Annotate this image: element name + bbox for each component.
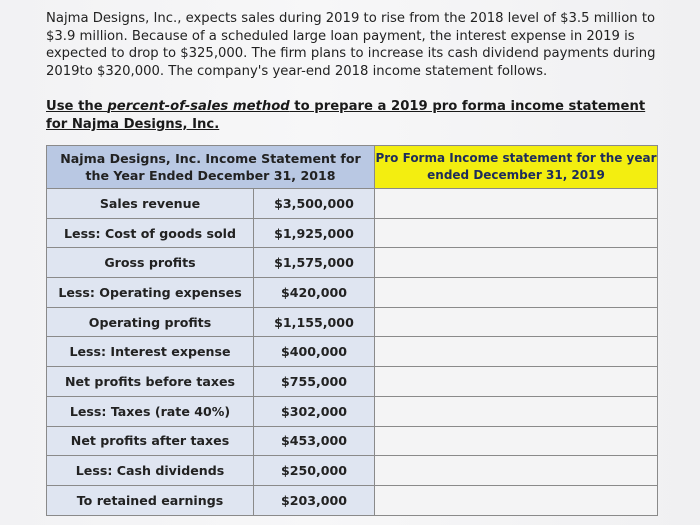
row-label: Sales revenue — [47, 189, 254, 219]
table-row — [47, 456, 658, 486]
pro-forma-cell[interactable] — [375, 218, 658, 248]
row-value-2018: $1,155,000 — [254, 307, 375, 337]
row-label: Less: Cash dividends — [47, 456, 254, 486]
row-value-2018: $302,000 — [254, 396, 375, 426]
row-value-2018: $755,000 — [254, 367, 375, 397]
pro-forma-cell[interactable] — [375, 307, 658, 337]
task-suffix: to prepare a 2019 pro forma income statement for Najma Designs, Inc. — [46, 99, 646, 132]
task-prefix: Use the — [46, 99, 108, 114]
row-label: Less: Operating expenses — [47, 278, 254, 308]
row-value-2018: $1,575,000 — [254, 248, 375, 278]
pro-forma-cell[interactable] — [375, 485, 658, 515]
row-label: To retained earnings — [47, 485, 254, 515]
table-row — [47, 367, 658, 397]
table-row — [47, 189, 658, 219]
pro-forma-cell[interactable] — [375, 426, 658, 456]
table-row — [47, 278, 658, 308]
table-row — [47, 307, 658, 337]
pro-forma-cell[interactable] — [375, 396, 658, 426]
table-row — [47, 337, 658, 367]
row-value-2018: $1,925,000 — [254, 218, 375, 248]
pro-forma-cell[interactable] — [375, 189, 658, 219]
row-value-2018: $453,000 — [254, 426, 375, 456]
row-label: Less: Taxes (rate 40%) — [47, 396, 254, 426]
row-label: Net profits before taxes — [47, 367, 254, 397]
row-value-2018: $3,500,000 — [254, 189, 375, 219]
table-row — [47, 396, 658, 426]
row-label: Operating profits — [47, 307, 254, 337]
problem-paragraph: Najma Designs, Inc., expects sales during 2019 to rise from the 2018 level of $3.5 million to $3.9 million. Because of a scheduled large loan payment, the interest expense in 2019 is expected to drop to $325,000. The firm plans to increase its cash dividend payments during 2019to $320,000. The company's year-end 2018 income statement follows. — [46, 11, 656, 79]
table-row — [47, 426, 658, 456]
pro-forma-cell[interactable] — [375, 367, 658, 397]
problem-statement — [46, 10, 656, 80]
row-label: Less: Interest expense — [47, 337, 254, 367]
table-header-row — [47, 146, 658, 189]
row-label: Less: Cost of goods sold — [47, 218, 254, 248]
row-label: Gross profits — [47, 248, 254, 278]
pro-forma-cell[interactable] — [375, 278, 658, 308]
income-statement-table — [46, 145, 658, 516]
row-value-2018: $250,000 — [254, 456, 375, 486]
row-label: Net profits after taxes — [47, 426, 254, 456]
row-value-2018: $203,000 — [254, 485, 375, 515]
pro-forma-cell[interactable] — [375, 337, 658, 367]
table-row — [47, 218, 658, 248]
pro-forma-cell[interactable] — [375, 248, 658, 278]
header-2018-statement: Najma Designs, Inc. Income Statement for the Year Ended December 31, 2018 — [47, 146, 375, 189]
header-pro-forma: Pro Forma Income statement for the year ended December 31, 2019 — [375, 146, 658, 189]
row-value-2018: $400,000 — [254, 337, 375, 367]
row-value-2018: $420,000 — [254, 278, 375, 308]
table-row — [47, 248, 658, 278]
task-method: percent-of-sales method — [107, 99, 290, 114]
pro-forma-cell[interactable] — [375, 456, 658, 486]
task-instruction — [46, 98, 656, 133]
table-row — [47, 485, 658, 515]
